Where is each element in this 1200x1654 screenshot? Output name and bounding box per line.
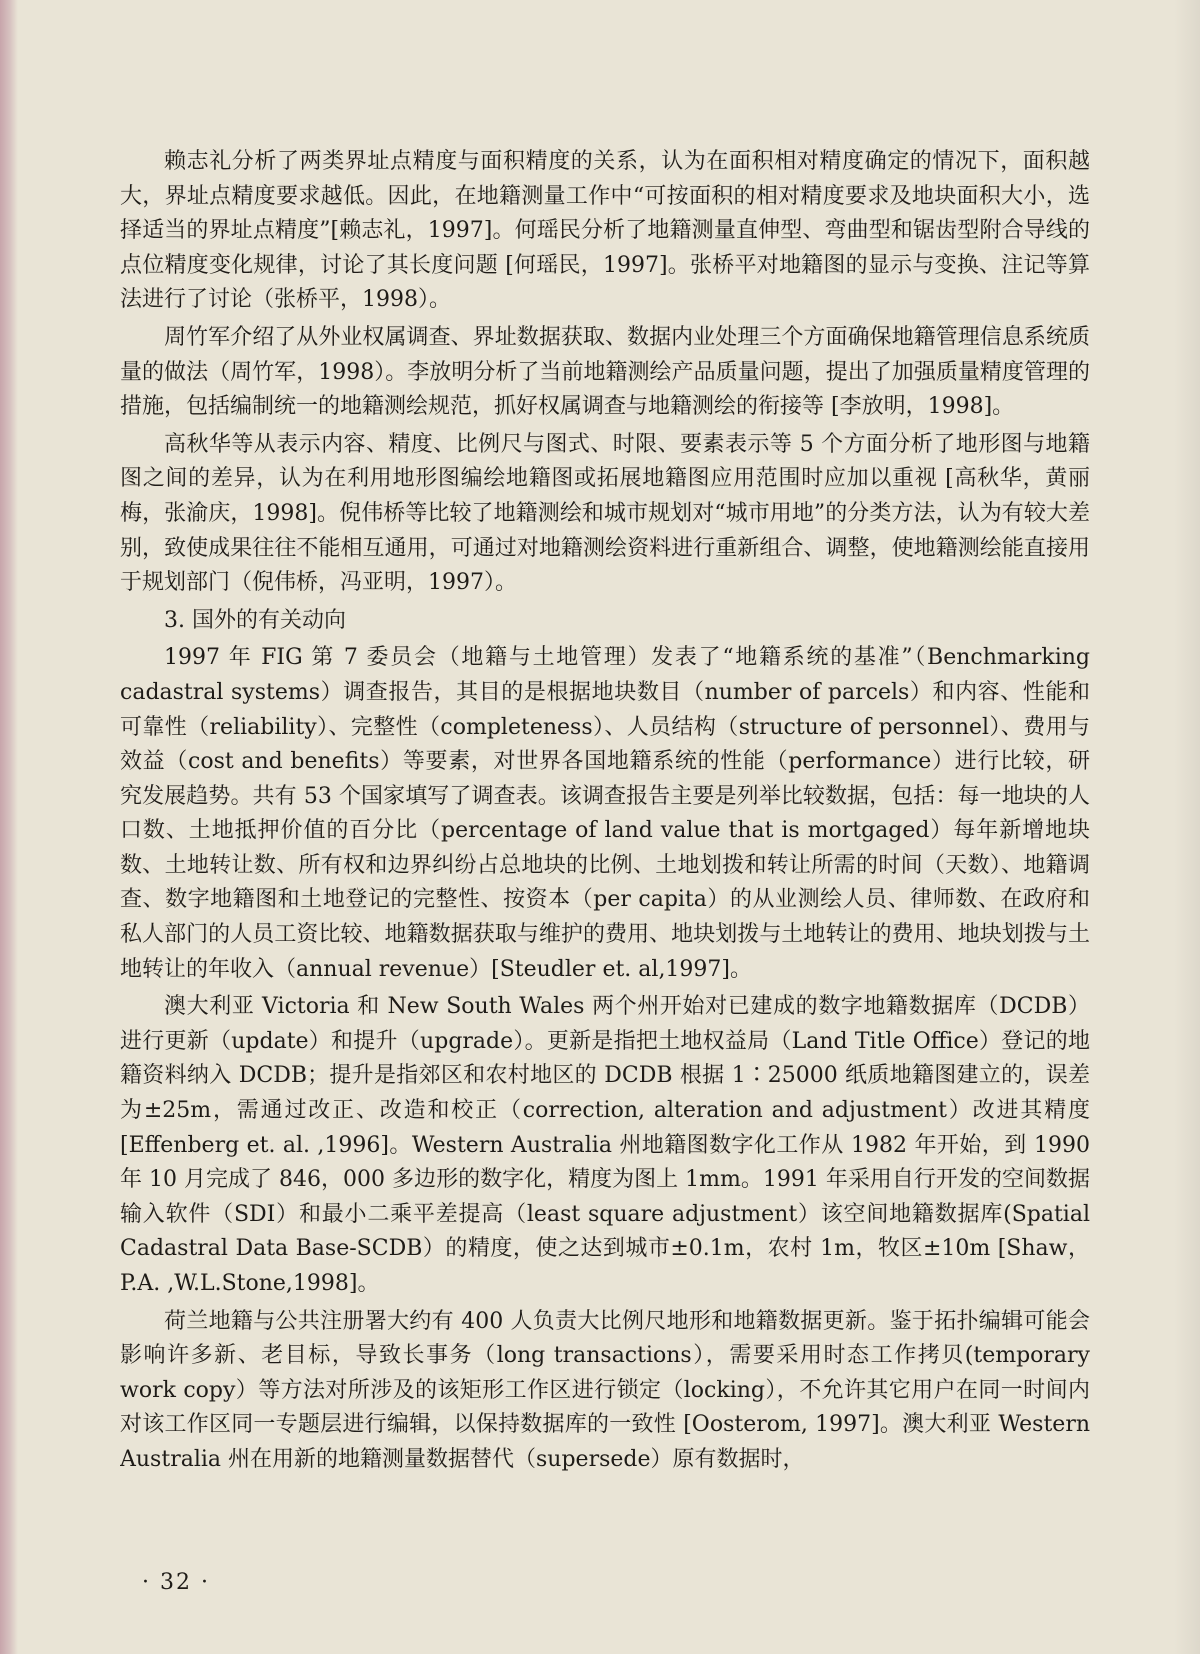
page-number: · 32 · (142, 1570, 210, 1595)
section-heading: 3. 国外的有关动向 (164, 607, 346, 633)
paragraph-lai-zhili: 赖志礼分析了两类界址点精度与面积精度的关系，认为在面积相对精度确定的情况下，面积越大，界址点精度要求越低。因此，在地籍测量工作中“可按面积的相对精度要求及地块面积大小，选择适当的界址点精度”[赖志礼，1997]。何瑶民分析了地籍测量直伸型、弯曲型和锯齿型附合导线的点位精度变化规律，讨论了其长度问题 [何瑶民，1997]。张桥平对地籍图的显示与变换、注记等算法进行了讨论（张桥平，1998）。 (120, 149, 1090, 313)
paragraph-fig-1997: 1997 年 FIG 第 7 委员会（地籍与土地管理）发表了“地籍系统的基准”（Benchmarking cadastral systems）调查报告，其目的是根据地块数目（number of parcels）和内容、性能和可靠性（reliability）、完整性（completeness）、人员结构（structure of personnel）、费用与效益（cost and benefits）等要素，对世界各国地籍系统的性能（performance）进行比较，研究发展趋势。共有 53 个国家填写了调查表。该调查报告主要是列举比较数据，包括：每一地块的人口数、土地抵押价值的百分比（percentage of land value that is mortgaged）每年新增地块数、土地转让数、所有权和边界纠纷占总地块的比例、土地划拨和转让所需的时间（天数）、地籍调查、数字地籍图和土地登记的完整性、按资本（per capita）的从业测绘人员、律师数、在政府和私人部门的人员工资比较、地籍数据获取与维护的费用、地块划拨与土地转让的费用、地块划拨与土地转让的年收入（annual revenue）[Steudler et. al,1997]。 (120, 645, 1090, 982)
document-page (120, 145, 1090, 1585)
page-right-edge (1174, 0, 1200, 1654)
paragraph-netherlands-cadastre: 荷兰地籍与公共注册署大约有 400 人负责大比例尺地形和地籍数据更新。鉴于拓扑编辑可能会影响许多新、老目标，导致长事务（long transactions），需要采用时态工作拷贝(temporary work copy）等方法对所涉及的该矩形工作区进行锁定（locking），不允许其它用户在同一时间内对该工作区同一专题层进行编辑，以保持数据库的一致性 [Oosterom, 1997]。澳大利亚 Western Australia 州在用新的地籍测量数据替代（supersede）原有数据时， (120, 1308, 1090, 1472)
paragraph-gao-qiuhua: 高秋华等从表示内容、精度、比例尺与图式、时限、要素表示等 5 个方面分析了地形图与地籍图之间的差异，认为在利用地形图编绘地籍图或拓展地籍图应用范围时应加以重视 [高秋华，黄丽梅，张渝庆，1998]。倪伟桥等比较了地籍测绘和城市规划对“城市用地”的分类方法，认为有较大差别，致使成果往往不能相互通用，可通过对地籍测绘资料进行重新组合、调整，使地籍测绘能直接用于规划部门（倪伟桥，冯亚明，1997）。 (120, 431, 1090, 596)
paragraph-zhou-zhujun: 周竹军介绍了从外业权属调查、界址数据获取、数据内业处理三个方面确保地籍管理信息系统质量的做法（周竹军，1998）。李放明分析了当前地籍测绘产品质量问题，提出了加强质量精度管理的措施，包括编制统一的地籍测绘规范，抓好权属调查与地籍测绘的衔接等 [李放明，1998]。 (120, 324, 1090, 420)
page-left-edge (0, 0, 18, 1654)
paragraph-australia-dcdb: 澳大利亚 Victoria 和 New South Wales 两个州开始对已建成的数字地籍数据库（DCDB）进行更新（update）和提升（upgrade）。更新是指把土地权益局（Land Title Office）登记的地籍资料纳入 DCDB；提升是指郊区和农村地区的 DCDB 根据 1∶25000 纸质地籍图建立的，误差为±25m，需通过改正、改造和校正（correction, alteration and adjustment）改进其精度 [Effenberg et. al. ,1996]。Western Australia 州地籍图数字化工作从 1982 年开始，到 1990 年 10 月完成了 846，000 多边形的数字化，精度为图上 1mm。1991 年采用自行开发的空间数据输入软件（SDI）和最小二乘平差提高（least square adjustment）该空间地籍数据库(Spatial Cadastral Data Base-SCDB）的精度，使之达到城市±0.1m，农村 1m，牧区±10m [Shaw，P.A. ,W.L.Stone,1998]。 (120, 994, 1090, 1296)
